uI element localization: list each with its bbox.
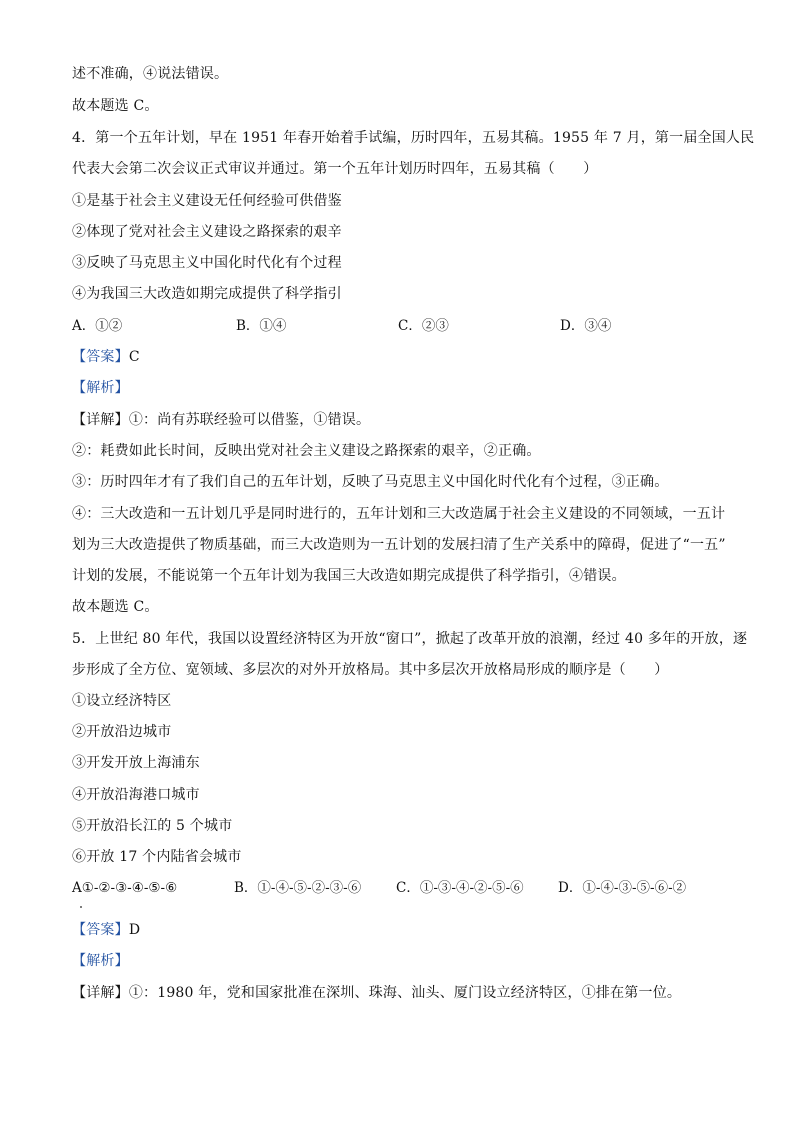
q4-detail-line: 故本题选 C。 (72, 599, 159, 615)
q4-detail-line: 计划的发展，不能说第一个五年计划为我国三大改造如期完成提供了科学指引，④错误。 (72, 568, 626, 584)
q4-detail-line: ④：三大改造和一五计划几乎是同时进行的，五年计划和三大改造属于社会主义建设的不同领域，一五计 (72, 506, 726, 522)
q5-detail: 【详解】①：1980 年，党和国家批准在深圳、珠海、汕头、厦门设立经济特区，①排在第一位。 (72, 985, 682, 1001)
text-line: 述不准确，④说法错误。 (72, 66, 229, 82)
q4-answer (72, 347, 732, 367)
q5-option-b: B．①-④-⑤-②-③-⑥ (234, 880, 362, 896)
q4-detail: 【详解】①：尚有苏联经验可以借鉴，①错误。 (72, 412, 371, 428)
q4-detail-line: ②：耗费如此长时间，反映出党对社会主义建设之路探索的艰辛，②正确。 (72, 443, 541, 459)
text-line: 故本题选 C。 (72, 98, 159, 114)
q5-option-c: C．①-③-④-②-⑤-⑥ (396, 880, 524, 896)
q5-option-d: D．①-④-③-⑤-⑥-② (558, 880, 687, 896)
question-5-item: ①设立经济特区 (72, 693, 172, 709)
q4-option-a: A．①② (72, 318, 123, 334)
answer-tag: 【答案】 (72, 349, 129, 365)
detail-tag: 【详解】 (72, 985, 129, 1001)
question-5-stem: 步形成了全方位、宽领域、多层次的对外开放格局。其中多层次开放格局形成的顺序是（ ） (72, 662, 669, 678)
q5-analysis-tag: 【解析】 (72, 953, 129, 969)
question-5-stem: 5．上世纪 80 年代，我国以设置经济特区为开放“窗口”，掀起了改革开放的浪潮，经过 40 多年的开放，逐 (72, 631, 748, 647)
question-4-statement: ①是基于社会主义建设无任何经验可供借鉴 (72, 193, 342, 209)
question-5-item: ③开发开放上海浦东 (72, 755, 200, 771)
q5-option-a: A①-②-③-④-⑤-⑥ (72, 880, 178, 896)
question-5-item: ②开放沿边城市 (72, 724, 172, 740)
question-5-item: ④开放沿海港口城市 (72, 787, 200, 803)
q4-option-c: C．②③ (398, 318, 449, 334)
answer-value: C (128, 349, 140, 365)
question-4-statement: ②体现了党对社会主义建设之路探索的艰辛 (72, 224, 342, 240)
q4-detail-line: 划为三大改造提供了物质基础，而三大改造则为一五计划的发展扫清了生产关系中的障碍，促进了“一五” (72, 537, 726, 553)
question-4-stem: 代表大会第二次会议正式审议并通过。第一个五年计划历时四年，五易其稿（ ） (72, 161, 598, 177)
question-4-stem: 4．第一个五年计划，早在 1951 年春开始着手试编，历时四年，五易其稿。1955 年 7 月，第一届全国人民 (72, 130, 755, 146)
q4-option-b: B．①④ (236, 318, 287, 334)
answer-value: D (128, 922, 141, 938)
question-4-statement: ③反映了马克思主义中国化时代化有个过程 (72, 255, 342, 271)
stray-mark (80, 906, 82, 908)
q4-detail-line: ③：历时四年才有了我们自己的五年计划，反映了马克思主义中国化时代化有个过程，③正确。 (72, 474, 669, 490)
question-4-statement: ④为我国三大改造如期完成提供了科学指引 (72, 286, 342, 302)
q4-option-d: D．③④ (560, 318, 612, 334)
question-5-item: ⑤开放沿长江的 5 个城市 (72, 818, 233, 834)
answer-tag: 【答案】 (72, 922, 129, 938)
q4-analysis-tag: 【解析】 (72, 380, 129, 396)
q5-answer (72, 920, 732, 940)
question-5-item: ⑥开放 17 个内陆省会城市 (72, 849, 242, 865)
detail-tag: 【详解】 (72, 412, 129, 428)
